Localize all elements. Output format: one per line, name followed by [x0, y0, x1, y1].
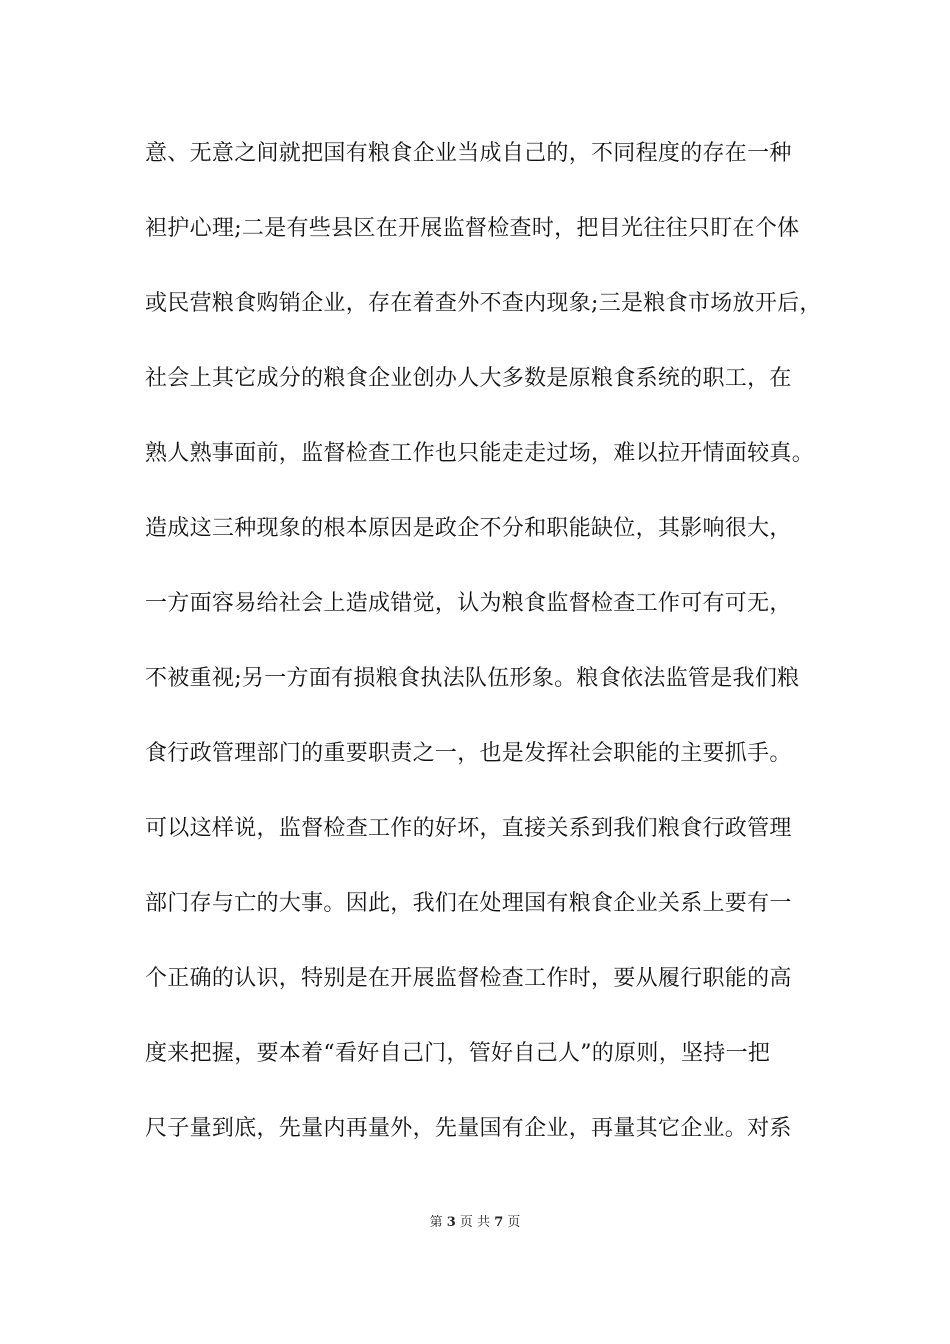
text-line: 尺子量到底，先量内再量外，先量国有企业，再量其它企业。对系 [145, 1116, 792, 1141]
total-pages-number: 7 [494, 1215, 504, 1230]
text-line: 袒护心理;二是有些县区在开展监督检查时，把目光往往只盯在个体 [145, 216, 800, 241]
text-line: 可以这样说，监督检查工作的好坏，直接关系到我们粮食行政管理 [145, 816, 792, 841]
footer-middle: 页 共 [459, 1215, 491, 1230]
current-page-number: 3 [446, 1215, 456, 1230]
text-line: 或民营粮食购销企业，存在着查外不查内现象;三是粮食市场放开后， [145, 291, 822, 316]
body-text [145, 132, 825, 1182]
text-line: 度来把握，要本着“看好自己门，管好自己人”的原则，坚持一把 [145, 1041, 771, 1066]
footer-suffix: 页 [507, 1215, 521, 1230]
text-line: 造成这三种现象的根本原因是政企不分和职能缺位，其影响很大， [145, 516, 792, 541]
page-footer [0, 1211, 950, 1230]
text-line: 社会上其它成分的粮食企业创办人大多数是原粮食系统的职工，在 [145, 366, 792, 391]
text-line: 意、无意之间就把国有粮食企业当成自己的，不同程度的存在一种 [145, 141, 792, 166]
text-line: 熟人熟事面前，监督检查工作也只能走走过场，难以拉开情面较真。 [145, 441, 815, 466]
text-line: 不被重视;另一方面有损粮食执法队伍形象。粮食依法监管是我们粮 [145, 666, 800, 691]
text-line: 个正确的认识，特别是在开展监督检查工作时，要从履行职能的高 [145, 966, 792, 991]
text-line: 食行政管理部门的重要职责之一，也是发挥社会职能的主要抓手。 [145, 741, 792, 766]
text-line: 一方面容易给社会上造成错觉，认为粮食监督检查工作可有可无， [145, 591, 792, 616]
text-line: 部门存与亡的大事。因此，我们在处理国有粮食企业关系上要有一 [145, 891, 792, 916]
footer-prefix: 第 [429, 1215, 443, 1230]
